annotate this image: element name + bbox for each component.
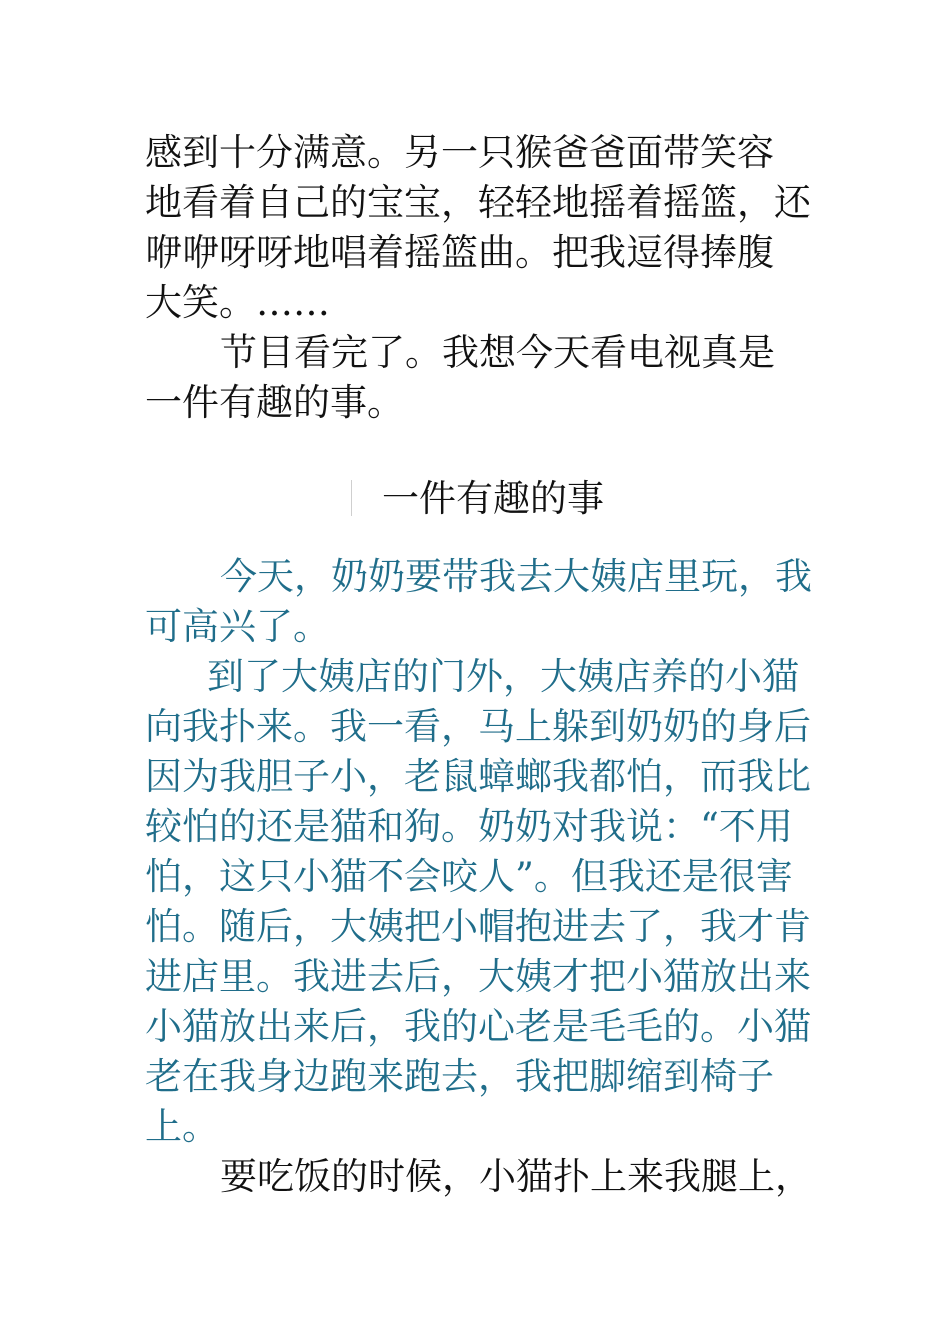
text-line: 今天，奶奶要带我去大姨店里玩，我 — [220, 555, 812, 598]
text-line: 到了大姨店的门外，大姨店养的小猫 — [207, 655, 799, 698]
text-line: 小猫放出来后，我的心老是毛毛的。小猫 — [145, 1005, 811, 1048]
text-line: 较怕的还是猫和狗。奶奶对我说：“不用 — [145, 805, 793, 848]
text-line: 进店里。我进去后，大姨才把小猫放出来 — [145, 955, 811, 998]
text-line: 感到十分满意。另一只猴爸爸面带笑容 — [145, 131, 774, 174]
text-line: 上。 — [145, 1105, 219, 1148]
text-line: 一件有趣的事。 — [145, 381, 404, 424]
text-line: 节目看完了。我想今天看电视真是 — [220, 331, 775, 374]
text-line: 因为我胆子小，老鼠蟑螂我都怕，而我比 — [145, 755, 811, 798]
text-line: 可高兴了。 — [145, 605, 330, 648]
text-line: 老在我身边跑来跑去，我把脚缩到椅子 — [145, 1055, 774, 1098]
text-line: 怕，这只小猫不会咬人”。但我还是很害 — [145, 855, 793, 898]
title-divider — [351, 480, 352, 516]
text-line: 怕。随后，大姨把小帽抱进去了，我才肯 — [145, 905, 811, 948]
article-title: 一件有趣的事 — [382, 477, 604, 520]
text-line: 大笑。…… — [145, 281, 330, 324]
text-line: 向我扑来。我一看，马上躲到奶奶的身后 — [145, 705, 811, 748]
text-line: 要吃饭的时候，小猫扑上来我腿上， — [220, 1155, 812, 1198]
text-line: 地看着自己的宝宝，轻轻地摇着摇篮，还 — [145, 181, 811, 224]
text-line: 咿咿呀呀地唱着摇篮曲。把我逗得捧腹 — [145, 231, 774, 274]
